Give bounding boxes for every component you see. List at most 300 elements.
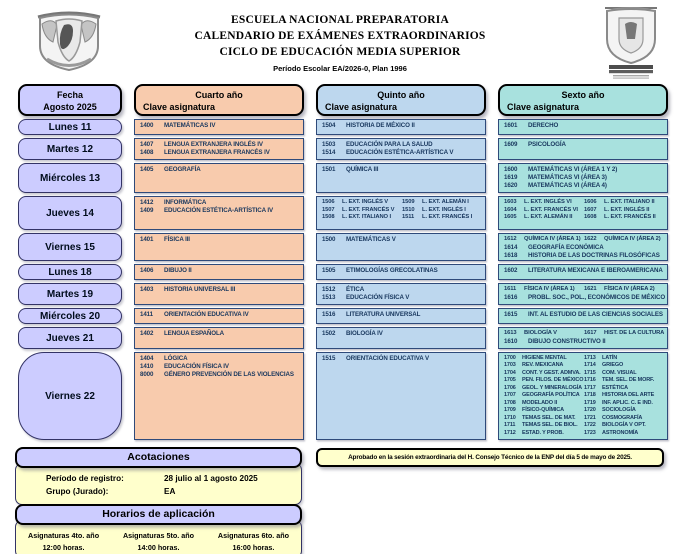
subject-name: BIOLOGÍA V OPT. (602, 422, 646, 429)
column-title: Quinto año (377, 90, 425, 100)
column-title: Cuarto año (195, 90, 243, 100)
subject-entry (322, 149, 482, 157)
subject-line (140, 122, 300, 130)
subject-line (504, 362, 664, 369)
subject-entry (504, 199, 584, 207)
subject-entry (140, 311, 300, 319)
date-pill: Viernes 15 (18, 233, 122, 261)
subject-code: 1409 (140, 207, 154, 215)
subject-entry (322, 311, 482, 319)
subject-line (504, 214, 664, 222)
subject-code: 1403 (140, 286, 154, 293)
subject-name: MATEMÁTICAS V (346, 236, 396, 243)
date-pill: Jueves 14 (18, 196, 122, 230)
subject-entry (322, 294, 482, 302)
subject-entry (584, 422, 664, 429)
horario-col (28, 530, 99, 553)
date-pill: Lunes 11 (18, 119, 122, 135)
subject-line (504, 355, 664, 362)
exam-cell-sexto (498, 283, 668, 305)
subject-name: TEM. SEL. DE MORF. (602, 377, 654, 384)
subject-code: 1700 (504, 355, 516, 361)
subject-name: L. EXT. INGLÉS I (422, 206, 466, 213)
subject-entry (140, 207, 300, 215)
subject-entry (504, 182, 664, 190)
subject-code: 1608 (584, 214, 597, 221)
subject-line (140, 141, 300, 149)
subject-name: MATEMÁTICAS VI (ÁREA 3) (528, 174, 607, 182)
subject-code: 1504 (322, 122, 336, 129)
subject-code: 1713 (584, 355, 596, 361)
acotaciones-section (15, 447, 302, 505)
subject-code: 1604 (504, 206, 517, 213)
subject-line (504, 330, 664, 338)
subject-name: LÓGICA (164, 355, 188, 362)
subject-line (322, 122, 482, 130)
subject-entry (504, 338, 664, 346)
exam-cell-cuarto (134, 119, 304, 135)
subject-line (504, 166, 664, 174)
subject-entry (140, 122, 300, 130)
subject-name: COM. VISUAL (602, 369, 637, 376)
subject-name: LENGUA EXTRANJERA FRANCÉS IV (164, 149, 270, 157)
subject-entry (504, 244, 664, 252)
subject-name: ORIENTACIÓN EDUCATIVA V (346, 355, 430, 362)
subject-entry (504, 311, 664, 319)
subject-entry (504, 407, 584, 414)
subject-entry (140, 286, 300, 294)
subject-name: L. EXT. INGLÉS VI (524, 199, 572, 205)
date-pill: Miércoles 20 (18, 308, 122, 324)
subject-code: 1400 (140, 122, 154, 129)
column-header-quinto (316, 84, 486, 116)
subject-line (322, 214, 482, 222)
subject-entry (322, 207, 402, 215)
subject-code: 1621 (584, 286, 597, 292)
subject-name: L. EXT. ITALIANO II (604, 199, 655, 205)
subject-code: 1405 (140, 166, 154, 173)
subject-line (504, 422, 664, 429)
subject-name: L. EXT. FRANCÉS II (604, 214, 656, 221)
document-subtitle: Período Escolar EA/2026-0, Plan 1996 (273, 64, 407, 74)
subject-entry (402, 199, 482, 207)
exam-cell-quinto (316, 308, 486, 324)
subject-name: BIOLOGÍA IV (346, 330, 383, 337)
subject-code: 1616 (504, 293, 518, 301)
subject-line (504, 252, 664, 260)
subject-code: 1508 (322, 214, 335, 221)
horario-label: Asignaturas 5to. año (122, 531, 195, 540)
subject-line (322, 199, 482, 207)
subject-line (140, 311, 300, 319)
subject-line (322, 294, 482, 302)
subject-line (322, 355, 482, 363)
subject-code: 1510 (402, 206, 415, 213)
subject-code: 1506 (322, 199, 335, 205)
exam-cell-cuarto (134, 264, 304, 280)
subject-code: 1606 (584, 199, 597, 205)
subject-code: 1622 (584, 236, 597, 242)
subject-name: HISTORIA UNIVERSAL III (164, 286, 236, 293)
subject-line (322, 149, 482, 157)
exam-cell-cuarto (134, 352, 304, 440)
subject-code: 1611 (504, 286, 517, 292)
acotaciones-row (46, 487, 295, 496)
subject-name: MATEMÁTICAS VI (ÁREA 4) (528, 182, 607, 190)
horarios-body (15, 520, 302, 554)
subject-entry (584, 392, 664, 399)
subject-code: 1716 (584, 377, 596, 384)
subject-code: 1708 (504, 399, 516, 406)
subject-code: 1609 (504, 141, 518, 148)
calendar-grid (18, 84, 668, 440)
subject-name: LENGUA EXTRANJERA INGLÉS IV (164, 141, 263, 148)
subject-code: 1618 (504, 251, 518, 259)
subject-entry (504, 236, 584, 244)
subject-name: EDUCACIÓN FÍSICA IV (164, 363, 229, 371)
subject-entry (584, 236, 664, 244)
subject-name: LITERATURA UNIVERSAL (346, 311, 421, 318)
acotaciones-body (15, 463, 302, 505)
subject-line (322, 141, 482, 149)
subject-line (322, 330, 482, 338)
subject-name: GEOL. Y MINERALOGÍA (522, 384, 582, 391)
subject-name: L. EXT. FRANCÉS VI (524, 206, 578, 213)
column-title: Fecha (56, 90, 83, 100)
subject-name: GEOGRAFÍA ECONÓMICA (528, 243, 604, 251)
column-subtitle: Clave asignatura (143, 102, 216, 113)
exam-cell-cuarto (134, 233, 304, 261)
title-line-2: CALENDARIO DE EXÁMENES EXTRAORDINARIOS (194, 30, 486, 43)
subject-code: 1601 (504, 122, 518, 129)
subject-name: GÉNERO PREVENCIÓN DE LAS VIOLENCIAS (164, 371, 294, 379)
subject-line (504, 430, 664, 437)
subject-code: 1511 (402, 214, 415, 221)
subject-name: L. EXT. ALEMÁN II (524, 214, 573, 221)
subject-entry (322, 267, 482, 275)
enp-crest-logo (598, 5, 664, 79)
subject-entry (322, 122, 482, 130)
date-pill: Viernes 22 (18, 352, 122, 440)
subject-name: PSICOLOGÍA (528, 141, 566, 148)
subject-code: 1401 (140, 236, 154, 243)
subject-entry (322, 141, 482, 149)
subject-line (322, 286, 482, 294)
subject-name: HISTORIA DEL ARTE (602, 392, 655, 399)
subject-code: 1619 (504, 174, 518, 182)
horario-time: 16:00 horas. (232, 542, 275, 552)
subject-code: 1715 (584, 369, 596, 376)
subject-line (322, 311, 482, 319)
subject-name: ÉTICA (346, 286, 365, 293)
subject-code: 1503 (322, 141, 336, 148)
subject-entry (504, 166, 664, 174)
subject-line (504, 294, 664, 302)
subject-name: EDUCACIÓN FÍSICA V (346, 294, 410, 302)
exam-cell-sexto (498, 163, 668, 193)
column-subtitle: Clave asignatura (325, 102, 398, 113)
exam-cell-sexto (498, 233, 668, 261)
subject-code: 1411 (140, 311, 154, 318)
horario-label: Asignaturas 4to. año (28, 531, 100, 540)
subject-entry (504, 430, 584, 437)
subject-name: L. EXT. INGLÉS V (342, 199, 389, 205)
column-subtitle: Clave asignatura (507, 102, 580, 113)
horario-col (218, 530, 289, 553)
subject-entry (322, 214, 402, 222)
exam-cell-cuarto (134, 283, 304, 305)
subject-name: ESTÉTICA (602, 384, 628, 391)
column-header-cuarto (134, 84, 304, 116)
horario-col (123, 530, 194, 553)
subject-entry (504, 415, 584, 422)
column-header-sexto (498, 84, 668, 116)
subject-entry (504, 392, 584, 399)
subject-line (140, 199, 300, 207)
subject-code: 1402 (140, 330, 154, 337)
subject-name: DIBUJO CONSTRUCTIVO II (528, 337, 606, 345)
subject-code: 1718 (584, 392, 596, 399)
exam-cell-sexto (498, 308, 668, 324)
subject-name: EDUCACIÓN ESTÉTICA-ARTÍSTICA V (346, 149, 454, 157)
subject-name: CONT. Y GEST. ADMVA. (522, 369, 581, 376)
subject-code: 1720 (584, 407, 596, 414)
subject-code: 1711 (504, 422, 516, 429)
subject-entry (584, 199, 664, 207)
acotaciones-value: EA (164, 487, 176, 496)
subject-name: REV. MEXICANA (522, 362, 564, 369)
subject-name: L. EXT. ITALIANO I (342, 214, 391, 221)
exam-cell-quinto (316, 196, 486, 230)
subject-entry (584, 430, 664, 437)
exam-cell-quinto (316, 163, 486, 193)
subject-code: 1602 (504, 267, 518, 274)
horarios-section (15, 504, 302, 554)
subject-name: LATÍN (602, 355, 618, 361)
subject-entry (322, 199, 402, 207)
exam-cell-quinto (316, 352, 486, 440)
subject-code: 1516 (322, 311, 336, 318)
horarios-header: Horarios de aplicación (15, 504, 302, 525)
column-title: Sexto año (561, 90, 605, 100)
subject-name: FÍSICA IV (ÁREA 1) (524, 286, 575, 292)
exam-cell-cuarto (134, 163, 304, 193)
subject-name: QUÍMICA III (346, 166, 379, 173)
subject-name: FÍSICA III (164, 236, 190, 243)
subject-code: 1406 (140, 267, 154, 274)
subject-name: GEOGRAFÍA POLÍTICA (522, 392, 580, 399)
subject-entry (504, 141, 664, 149)
subject-name: GRIEGO (602, 362, 624, 369)
subject-code: 1505 (322, 267, 336, 274)
subject-line (140, 286, 300, 294)
subject-name: HIST. DE LA CULTURA (604, 330, 665, 336)
subject-entry (140, 330, 300, 338)
subject-entry (504, 286, 584, 294)
subject-line (140, 371, 300, 379)
column-subtitle: Agosto 2025 (43, 102, 97, 113)
subject-code: 1607 (584, 206, 597, 213)
horario-time: 12:00 horas. (42, 542, 85, 552)
subject-name: MATEMÁTICAS VI (ÁREA 1 Y 2) (528, 166, 618, 173)
subject-code: 1705 (504, 377, 516, 384)
subject-line (504, 236, 664, 244)
subject-entry (504, 355, 584, 362)
exam-cell-quinto (316, 283, 486, 305)
subject-entry (504, 377, 584, 384)
subject-name: HISTORIA DE LAS DOCTRINAS FILOSÓFICAS (528, 251, 660, 259)
subject-entry (140, 355, 300, 363)
subject-code: 1515 (322, 355, 336, 362)
subject-code: 1706 (504, 384, 516, 391)
exam-cell-quinto (316, 233, 486, 261)
subject-code: 1514 (322, 149, 336, 157)
subject-name: L. EXT. FRANCÉS I (422, 214, 473, 221)
subject-name: DERECHO (528, 122, 559, 129)
subject-name: ETIMOLOGÍAS GRECOLATINAS (346, 267, 438, 274)
subject-code: 1610 (504, 337, 518, 345)
date-pill: Lunes 18 (18, 264, 122, 280)
date-pill: Jueves 21 (18, 327, 122, 349)
subject-line (504, 182, 664, 190)
subject-line (322, 166, 482, 174)
subject-name: EDUCACIÓN ESTÉTICA-ARTÍSTICA IV (164, 207, 274, 215)
subject-line (322, 236, 482, 244)
subject-code: 1704 (504, 369, 516, 376)
horario-time: 14:00 horas. (137, 542, 180, 552)
subject-line (140, 207, 300, 215)
subject-code: 1600 (504, 166, 518, 173)
acotaciones-value: 28 julio al 1 agosto 2025 (164, 474, 258, 483)
subject-entry (140, 166, 300, 174)
subject-line (504, 311, 664, 319)
subject-code: 1617 (584, 330, 597, 336)
subject-code: 1703 (504, 362, 516, 369)
subject-line (322, 267, 482, 275)
subject-code: 1603 (504, 199, 517, 205)
subject-code: 1612 (504, 236, 517, 242)
subject-name: PROBL. SOC., POL., ECONÓMICOS DE MÉXICO (528, 293, 666, 301)
date-pill: Miércoles 13 (18, 163, 122, 193)
subject-entry (584, 214, 664, 222)
exam-cell-sexto (498, 264, 668, 280)
subject-line (504, 122, 664, 130)
subject-code: 1717 (584, 384, 596, 391)
subject-name: ORIENTACIÓN EDUCATIVA IV (164, 311, 249, 318)
subject-entry (584, 362, 664, 369)
subject-line (140, 149, 300, 157)
subject-name: QUÍMICA IV (ÁREA 2) (604, 236, 661, 242)
subject-line (504, 267, 664, 275)
horario-label: Asignaturas 6to. año (217, 531, 289, 540)
subject-entry (140, 236, 300, 244)
date-pill: Martes 19 (18, 283, 122, 305)
subject-entry (504, 174, 664, 182)
subject-entry (140, 371, 300, 379)
subject-line (504, 199, 664, 207)
subject-entry (504, 422, 584, 429)
subject-entry (402, 214, 482, 222)
subject-name: LENGUA ESPAÑOLA (164, 330, 225, 337)
subject-name: QUÍMICA IV (ÁREA 1) (524, 236, 581, 242)
subject-name: DIBUJO II (164, 267, 192, 274)
subject-code: 1721 (584, 414, 596, 421)
subject-entry (504, 267, 664, 275)
subject-name: EDUCACIÓN PARA LA SALUD (346, 141, 433, 148)
subject-code: 1707 (504, 392, 516, 399)
subject-code: 8000 (140, 371, 154, 379)
subject-name: L. EXT. ALEMÁN I (422, 199, 469, 205)
subject-entry (584, 407, 664, 414)
subject-code: 1501 (322, 166, 336, 173)
subject-name: COSMOGRAFÍA (602, 414, 643, 421)
subject-name: INF. APLIC. C. E IND. (602, 399, 653, 406)
subject-name: TEMAS SEL. DE BIOL. (522, 422, 578, 429)
subject-line (504, 338, 664, 346)
subject-code: 1404 (140, 355, 154, 362)
subject-line (504, 407, 664, 414)
subject-entry (584, 355, 664, 362)
subject-entry (504, 294, 664, 302)
acotaciones-label: Período de registro: (46, 474, 124, 483)
subject-line (504, 174, 664, 182)
subject-name: L. EXT. INGLÉS II (604, 206, 650, 213)
subject-entry (322, 166, 482, 174)
subject-line (140, 330, 300, 338)
subject-code: 1620 (504, 182, 518, 190)
exam-cell-cuarto (134, 196, 304, 230)
subject-name: PEN. FILOS. DE MÉXICO (522, 377, 584, 384)
subject-line (504, 141, 664, 149)
subject-code: 1712 (504, 429, 516, 436)
subject-code: 1615 (504, 311, 518, 318)
subject-code: 1614 (504, 243, 518, 251)
subject-name: TEMAS SEL. DE MAT. (522, 414, 576, 421)
subject-name: HIGIENE MENTAL (522, 355, 567, 361)
subject-name: ASTRONOMÍA (602, 429, 639, 436)
subject-entry (322, 236, 482, 244)
exam-cell-cuarto (134, 327, 304, 349)
subject-entry (140, 267, 300, 275)
subject-code: 1410 (140, 363, 154, 371)
title-line-1: ESCUELA NACIONAL PREPARATORIA (231, 14, 449, 26)
subject-name: BIOLOGÍA V (524, 330, 557, 336)
acotaciones-header: Acotaciones (15, 447, 302, 468)
subject-line (140, 236, 300, 244)
subject-entry (584, 330, 664, 338)
document-header (130, 12, 550, 73)
subject-code: 1408 (140, 149, 154, 157)
subject-code: 1613 (504, 330, 517, 336)
subject-entry (140, 149, 300, 157)
exam-cell-quinto (316, 327, 486, 349)
subject-line (140, 166, 300, 174)
exam-cell-cuarto (134, 308, 304, 324)
exam-cell-sexto (498, 196, 668, 230)
subject-entry (584, 286, 664, 294)
subject-name: FÍSICO-QUÍMICA (522, 407, 564, 414)
subject-entry (504, 122, 664, 130)
subject-name: ESTAD. Y PROB. (522, 429, 564, 436)
subject-line (504, 286, 664, 294)
acotaciones-label: Grupo (Jurado): (46, 487, 109, 496)
subject-code: 1512 (322, 286, 336, 293)
subject-code: 1605 (504, 214, 517, 221)
subject-code: 1500 (322, 236, 336, 243)
subject-code: 1412 (140, 199, 154, 206)
subject-entry (140, 141, 300, 149)
subject-name: GEOGRAFÍA (164, 166, 201, 173)
